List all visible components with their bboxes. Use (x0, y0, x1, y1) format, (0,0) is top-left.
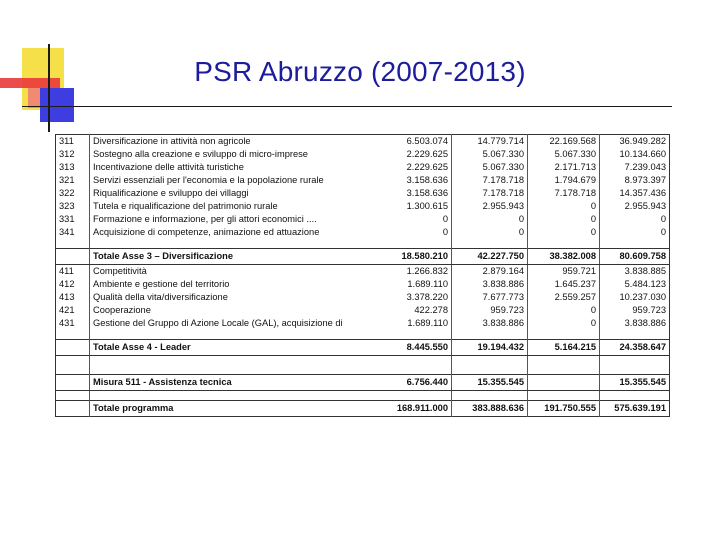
spacer-row (56, 239, 670, 249)
table-row (56, 200, 670, 213)
cell-value: 0 (380, 226, 452, 239)
cell-value: 22.169.568 (528, 135, 600, 149)
row-code: 411 (56, 265, 90, 279)
table-row (56, 317, 670, 330)
cell-value: 7.178.718 (452, 187, 528, 200)
cell-value: 1.689.110 (380, 317, 452, 330)
row-description: Ambiente e gestione del territorio (93, 279, 230, 289)
cell-value: 7.677.773 (452, 291, 528, 304)
spacer-row (56, 365, 670, 375)
row-code: 431 (56, 317, 90, 330)
program-total-row (56, 401, 670, 417)
cell-value: 10.237.030 (600, 291, 670, 304)
row-description: Riqualificazione e sviluppo dei villaggi (93, 188, 249, 198)
cell-value: 959.723 (452, 304, 528, 317)
cell-value: 7.178.718 (452, 174, 528, 187)
cell-value: 0 (528, 213, 600, 226)
cell-value: 1.300.615 (380, 200, 452, 213)
total-value: 80.609.758 (600, 249, 670, 265)
slide-title: PSR Abruzzo (2007-2013) (194, 56, 526, 87)
cell-value: 422.278 (380, 304, 452, 317)
total-row-asse-3 (56, 249, 670, 265)
table-row (56, 265, 670, 279)
total-value: 24.358.647 (600, 340, 670, 356)
cell-value: 3.838.885 (600, 265, 670, 279)
row-description: Servizi essenziali per l'economia e la popolazione rurale (93, 175, 324, 185)
cell-value: 3.158.636 (380, 174, 452, 187)
cell-value: 0 (600, 213, 670, 226)
total-label: Totale Asse 4 - Leader (90, 340, 380, 356)
assistance-value (528, 375, 600, 391)
cell-value: 2.879.164 (452, 265, 528, 279)
cell-value: 0 (452, 226, 528, 239)
spacer-row (56, 330, 670, 340)
cell-value: 36.949.282 (600, 135, 670, 149)
total-value: 19.194.432 (452, 340, 528, 356)
total-value: 42.227.750 (452, 249, 528, 265)
decor-red-block (28, 88, 40, 108)
cell-value: 1.645.237 (528, 278, 600, 291)
total-value: 18.580.210 (380, 249, 452, 265)
row-description: Competitività (93, 266, 147, 276)
cell-value: 14.779.714 (452, 135, 528, 149)
row-code: 311 (56, 135, 90, 149)
cell-value: 3.838.886 (452, 278, 528, 291)
cell-value: 5.484.123 (600, 278, 670, 291)
spacer-row (56, 391, 670, 401)
table-row (56, 187, 670, 200)
row-code: 412 (56, 278, 90, 291)
total-value: 5.164.215 (528, 340, 600, 356)
table-row (56, 278, 670, 291)
row-code: 312 (56, 148, 90, 161)
row-description: Sostegno alla creazione e sviluppo di micro-imprese (93, 149, 308, 159)
table-row (56, 291, 670, 304)
cell-value: 5.067.330 (528, 148, 600, 161)
decor-horizontal-line (22, 106, 672, 107)
spacer-row (56, 356, 670, 366)
row-code: 313 (56, 161, 90, 174)
row-code: 323 (56, 200, 90, 213)
program-total-value: 575.639.191 (600, 401, 670, 417)
assistance-value: 6.756.440 (380, 375, 452, 391)
cell-value: 14.357.436 (600, 187, 670, 200)
cell-value: 8.973.397 (600, 174, 670, 187)
total-value: 38.382.008 (528, 249, 600, 265)
cell-value: 6.503.074 (380, 135, 452, 149)
table-row (56, 226, 670, 239)
total-row-asse-4 (56, 340, 670, 356)
decor-blue-square (40, 88, 74, 122)
table-row (56, 135, 670, 149)
total-label: Totale Asse 3 – Diversificazione (90, 249, 380, 265)
cell-value: 0 (528, 317, 600, 330)
cell-value: 3.838.886 (452, 317, 528, 330)
budget-table (55, 134, 670, 417)
cell-value: 0 (528, 304, 600, 317)
row-code: 331 (56, 213, 90, 226)
row-description: Diversificazione in attività non agricole (93, 136, 251, 146)
cell-value: 0 (528, 226, 600, 239)
cell-value: 0 (600, 226, 670, 239)
cell-value: 3.158.636 (380, 187, 452, 200)
program-total-value: 383.888.636 (452, 401, 528, 417)
cell-value: 1.266.832 (380, 265, 452, 279)
cell-value: 2.229.625 (380, 161, 452, 174)
cell-value: 2.229.625 (380, 148, 452, 161)
row-description: Incentivazione delle attività turistiche (93, 162, 244, 172)
table-row (56, 174, 670, 187)
program-total-label: Totale programma (90, 401, 380, 417)
cell-value: 1.689.110 (380, 278, 452, 291)
assistance-value: 15.355.545 (600, 375, 670, 391)
row-code: 421 (56, 304, 90, 317)
program-total-value: 191.750.555 (528, 401, 600, 417)
cell-value: 1.794.679 (528, 174, 600, 187)
row-code: 322 (56, 187, 90, 200)
cell-value: 3.378.220 (380, 291, 452, 304)
cell-value: 0 (528, 200, 600, 213)
table-row (56, 161, 670, 174)
cell-value: 5.067.330 (452, 148, 528, 161)
row-code: 341 (56, 226, 90, 239)
table-row (56, 304, 670, 317)
cell-value: 3.838.886 (600, 317, 670, 330)
row-description: Gestione del Gruppo di Azione Locale (GAL), acquisizione di (93, 318, 343, 328)
cell-value: 5.067.330 (452, 161, 528, 174)
cell-value: 0 (380, 213, 452, 226)
program-total-value: 168.911.000 (380, 401, 452, 417)
row-code: 413 (56, 291, 90, 304)
cell-value: 7.239.043 (600, 161, 670, 174)
cell-value: 2.171.713 (528, 161, 600, 174)
cell-value: 2.955.943 (452, 200, 528, 213)
table-row (56, 148, 670, 161)
cell-value: 959.723 (600, 304, 670, 317)
assistance-row (56, 375, 670, 391)
assistance-label: Misura 511 - Assistenza tecnica (90, 375, 380, 391)
table-row (56, 213, 670, 226)
row-description: Formazione e informazione, per gli attori economici .... (93, 214, 317, 224)
cell-value: 0 (452, 213, 528, 226)
row-code: 321 (56, 174, 90, 187)
row-description: Acquisizione di competenze, animazione ed attuazione (93, 227, 320, 237)
cell-value: 2.559.257 (528, 291, 600, 304)
assistance-value: 15.355.545 (452, 375, 528, 391)
total-value: 8.445.550 (380, 340, 452, 356)
row-description: Tutela e riqualificazione del patrimonio rurale (93, 201, 278, 211)
cell-value: 10.134.660 (600, 148, 670, 161)
cell-value: 959.721 (528, 265, 600, 279)
row-description: Cooperazione (93, 305, 151, 315)
cell-value: 2.955.943 (600, 200, 670, 213)
row-description: Qualità della vita/diversificazione (93, 292, 228, 302)
cell-value: 7.178.718 (528, 187, 600, 200)
